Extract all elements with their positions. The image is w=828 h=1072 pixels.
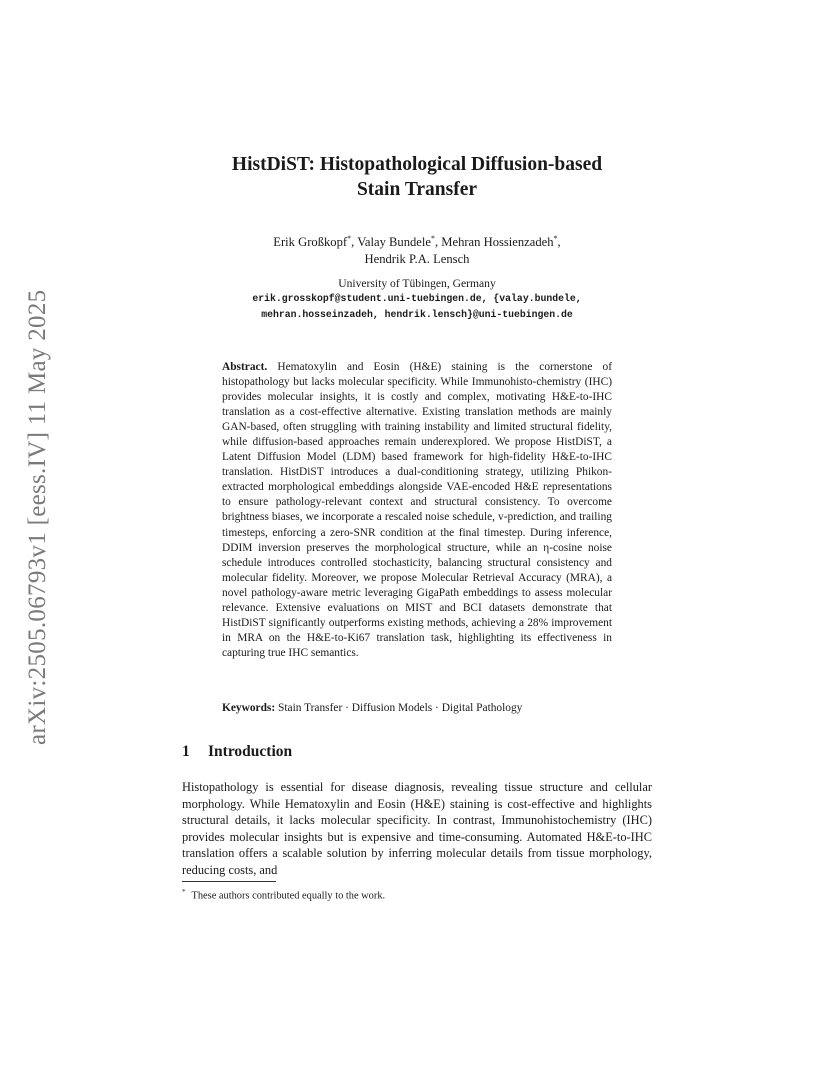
keywords-label: Keywords:: [222, 702, 276, 714]
email-line-2: mehran.hosseinzadeh, hendrik.lensch}@uni-tuebingen.de: [261, 308, 573, 320]
footnote: [182, 885, 652, 903]
paper-title: [182, 152, 652, 202]
email-line-1: erik.grosskopf@student.uni-tuebingen.de, {valay.bundele,: [252, 293, 582, 304]
section-number: 1: [182, 743, 190, 760]
author-list: Erik Großkopf*, Valay Bundele*, Mehran Hossienzadeh*, Hendrik P.A. Lensch: [273, 234, 561, 267]
section-heading-introduction: [182, 742, 652, 762]
equal-contribution-mark: *: [430, 234, 435, 243]
author-1: Erik Großkopf: [273, 235, 348, 250]
footnote-divider: [182, 881, 276, 882]
section-title: Introduction: [208, 743, 293, 760]
arxiv-stamp: [18, 250, 58, 745]
author-2: Valay Bundele: [357, 235, 431, 250]
introduction-paragraph: Histopathology is essential for disease diagnosis, revealing tissue structure and cellular morphology. While Hematoxylin and Eosin (H&E) staining is cost-effective and highlights structural details, it lacks molecular specificity. In contrast, Immunohistochemistry (IHC) provides molecular insights but is expensive and time-consuming. Automated H&E-to-IHC translation offers a scalable solution by inferring molecular details from tissue morphology, reducing costs, and: [182, 780, 652, 877]
equal-contribution-mark: *: [553, 234, 558, 243]
author-emails: [182, 291, 652, 322]
paper-title-line-2: Stain Transfer: [356, 179, 478, 200]
abstract-text: Hematoxylin and Eosin (H&E) staining is the cornerstone of histopathology but lacks molecular specificity. While Immunohisto-chemistry (IHC) provides molecular insights, it is costly and complex, motivating H&E-to-IHC translation as a cost-effective alternative. Existing translation methods are mainly GAN-based, often struggling with training instability and limited structural fidelity, while diffusion-based approaches remain underexplored. We propose HistDiST, a Latent Diffusion Model (LDM) based framework for high-fidelity H&E-to-IHC translation. HistDiST introduces a dual-conditioning strategy, utilizing Phikon-extracted morphological embeddings alongside VAE-encoded H&E representations to ensure pathology-relevant context and structural consistency. To overcome brightness biases, we incorporate a rescaled noise schedule, v-prediction, and trailing timesteps, enforcing a zero-SNR condition at the final timestep. During inference, DDIM inversion preserves the morphological structure, while an η-cosine noise schedule introduces controlled stochasticity, balancing structural consistency and molecular fidelity. Moreover, we propose Molecular Retrieval Accuracy (MRA), a novel pathology-aware metric leveraging GigaPath embeddings to assess molecular relevance. Extensive evaluations on MIST and BCI datasets demonstrate that HistDiST significantly outperforms existing methods, achieving a 28% improvement in MRA on the H&E-to-Ki67 translation task, highlighting its effectiveness in capturing true IHC semantics.: [222, 361, 612, 659]
author-4: Hendrik P.A. Lensch: [364, 252, 470, 267]
keywords: [222, 701, 612, 716]
equal-contribution-mark: *: [347, 234, 352, 243]
abstract-label: Abstract.: [222, 361, 268, 373]
keywords-text: Stain Transfer · Diffusion Models · Digital Pathology: [278, 702, 523, 714]
paper-title-line-1: HistDiST: Histopathological Diffusion-based: [231, 154, 603, 175]
abstract: [222, 360, 612, 661]
arxiv-identifier: arXiv:2505.06793v1 [eess.IV] 11 May 2025: [24, 289, 51, 745]
affiliation: University of Tübingen, Germany: [338, 277, 496, 290]
footnote-mark: *: [182, 888, 186, 896]
author-3: Mehran Hossienzadeh: [441, 235, 554, 250]
footnote-text: These authors contributed equally to the work.: [191, 890, 386, 902]
